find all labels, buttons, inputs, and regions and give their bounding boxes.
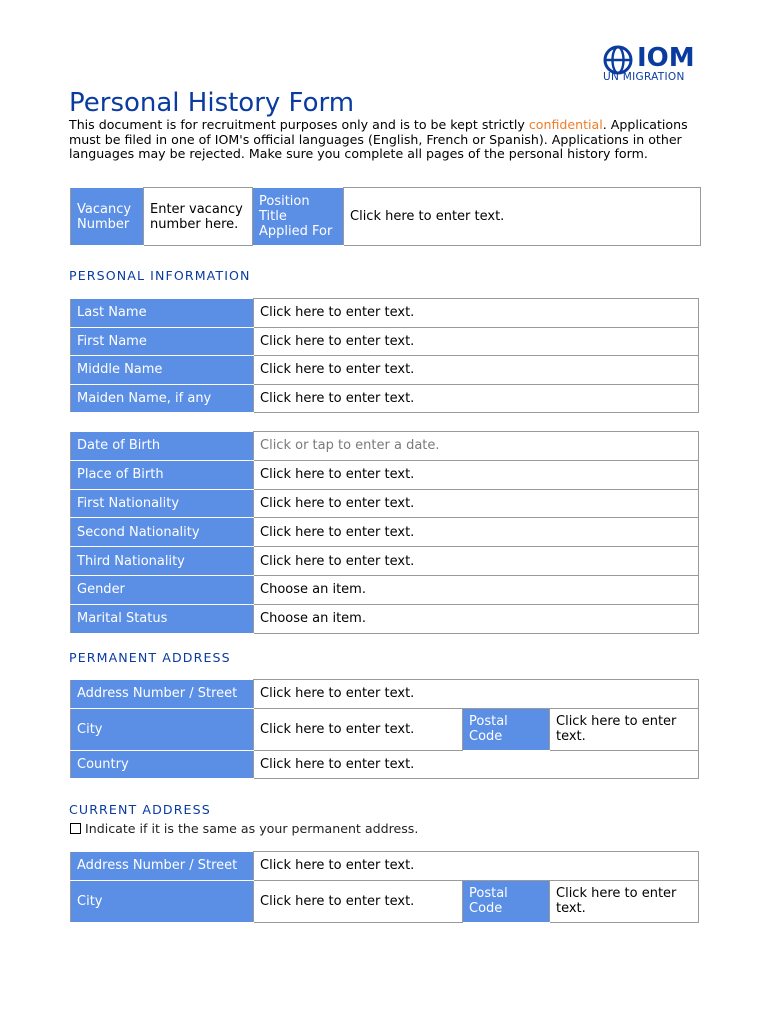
second-nationality-field[interactable]: Click here to enter text.	[254, 518, 699, 547]
third-nationality-field[interactable]: Click here to enter text.	[254, 547, 699, 576]
same-address-line	[70, 821, 418, 836]
permanent-address-table	[70, 679, 699, 779]
form-row	[71, 460, 699, 489]
form-row	[71, 432, 699, 461]
intro-part-1: This document is for recruitment purposes only and is to be kept strictly	[69, 117, 529, 132]
birth-info-table	[70, 431, 699, 634]
date-of-birth-field[interactable]: Click or tap to enter a date.	[254, 432, 699, 461]
date-of-birth-label: Date of Birth	[71, 432, 254, 461]
position-title-field[interactable]: Click here to enter text.	[344, 188, 701, 246]
form-row	[71, 604, 699, 633]
first-nationality-label: First Nationality	[71, 489, 254, 518]
middle-name-field[interactable]: Click here to enter text.	[254, 356, 699, 385]
perm-postal-label: Postal Code	[463, 708, 550, 750]
first-name-field[interactable]: Click here to enter text.	[254, 327, 699, 356]
perm-city-field[interactable]: Click here to enter text.	[254, 708, 463, 750]
form-row	[71, 489, 699, 518]
vacancy-number-field[interactable]: Enter vacancy number here.	[144, 188, 253, 246]
last-name-label: Last Name	[71, 299, 254, 328]
marital-status-label: Marital Status	[71, 604, 254, 633]
gender-label: Gender	[71, 575, 254, 604]
marital-status-field[interactable]: Choose an item.	[254, 604, 699, 633]
perm-country-label: Country	[71, 750, 254, 779]
form-row	[71, 327, 699, 356]
place-of-birth-label: Place of Birth	[71, 460, 254, 489]
perm-street-label: Address Number / Street	[71, 680, 254, 709]
logo-subtitle: UN MIGRATION	[603, 71, 685, 83]
last-name-field[interactable]: Click here to enter text.	[254, 299, 699, 328]
vacancy-table	[70, 187, 701, 246]
vacancy-number-label: Vacancy Number	[71, 188, 144, 246]
second-nationality-label: Second Nationality	[71, 518, 254, 547]
form-row	[71, 299, 699, 328]
form-row	[71, 575, 699, 604]
curr-city-field[interactable]: Click here to enter text.	[254, 880, 463, 922]
first-name-label: First Name	[71, 327, 254, 356]
form-row	[71, 518, 699, 547]
same-address-label: Indicate if it is the same as your permanent address.	[85, 821, 419, 836]
first-nationality-field[interactable]: Click here to enter text.	[254, 489, 699, 518]
gender-field[interactable]: Choose an item.	[254, 575, 699, 604]
form-row	[71, 384, 699, 413]
perm-postal-field[interactable]: Click here to enter text.	[550, 708, 699, 750]
logo-text: IOM	[637, 43, 695, 73]
curr-postal-field[interactable]: Click here to enter text.	[550, 880, 699, 922]
maiden-name-if-any-field[interactable]: Click here to enter text.	[254, 384, 699, 413]
current-address-table	[70, 851, 699, 923]
section-current-address: CURRENT ADDRESS	[69, 802, 211, 817]
iom-logo	[602, 44, 702, 84]
perm-street-field[interactable]: Click here to enter text.	[254, 680, 699, 709]
curr-street-label: Address Number / Street	[71, 852, 254, 881]
same-address-checkbox[interactable]	[70, 823, 81, 834]
form-row	[71, 356, 699, 385]
page-title: Personal History Form	[69, 88, 355, 118]
section-personal-information: PERSONAL INFORMATION	[69, 268, 251, 283]
intro-text	[69, 118, 699, 162]
intro-part-2: . Applications must be filed in one of IOM's official languages (English, French or Spanish). Applications in other languages may be rejected. Make sure you complete all pages of the personal history form.	[69, 117, 688, 162]
position-title-label: Position Title Applied For	[253, 188, 344, 246]
curr-city-label: City	[71, 880, 254, 922]
confidential-word: confidential	[528, 117, 603, 132]
curr-postal-label: Postal Code	[463, 880, 550, 922]
perm-country-field[interactable]: Click here to enter text.	[254, 750, 699, 779]
perm-city-label: City	[71, 708, 254, 750]
personal-info-table	[70, 298, 699, 413]
form-row	[71, 547, 699, 576]
middle-name-label: Middle Name	[71, 356, 254, 385]
third-nationality-label: Third Nationality	[71, 547, 254, 576]
place-of-birth-field[interactable]: Click here to enter text.	[254, 460, 699, 489]
section-permanent-address: PERMANENT ADDRESS	[69, 650, 231, 665]
curr-street-field[interactable]: Click here to enter text.	[254, 852, 699, 881]
maiden-name-if-any-label: Maiden Name, if any	[71, 384, 254, 413]
